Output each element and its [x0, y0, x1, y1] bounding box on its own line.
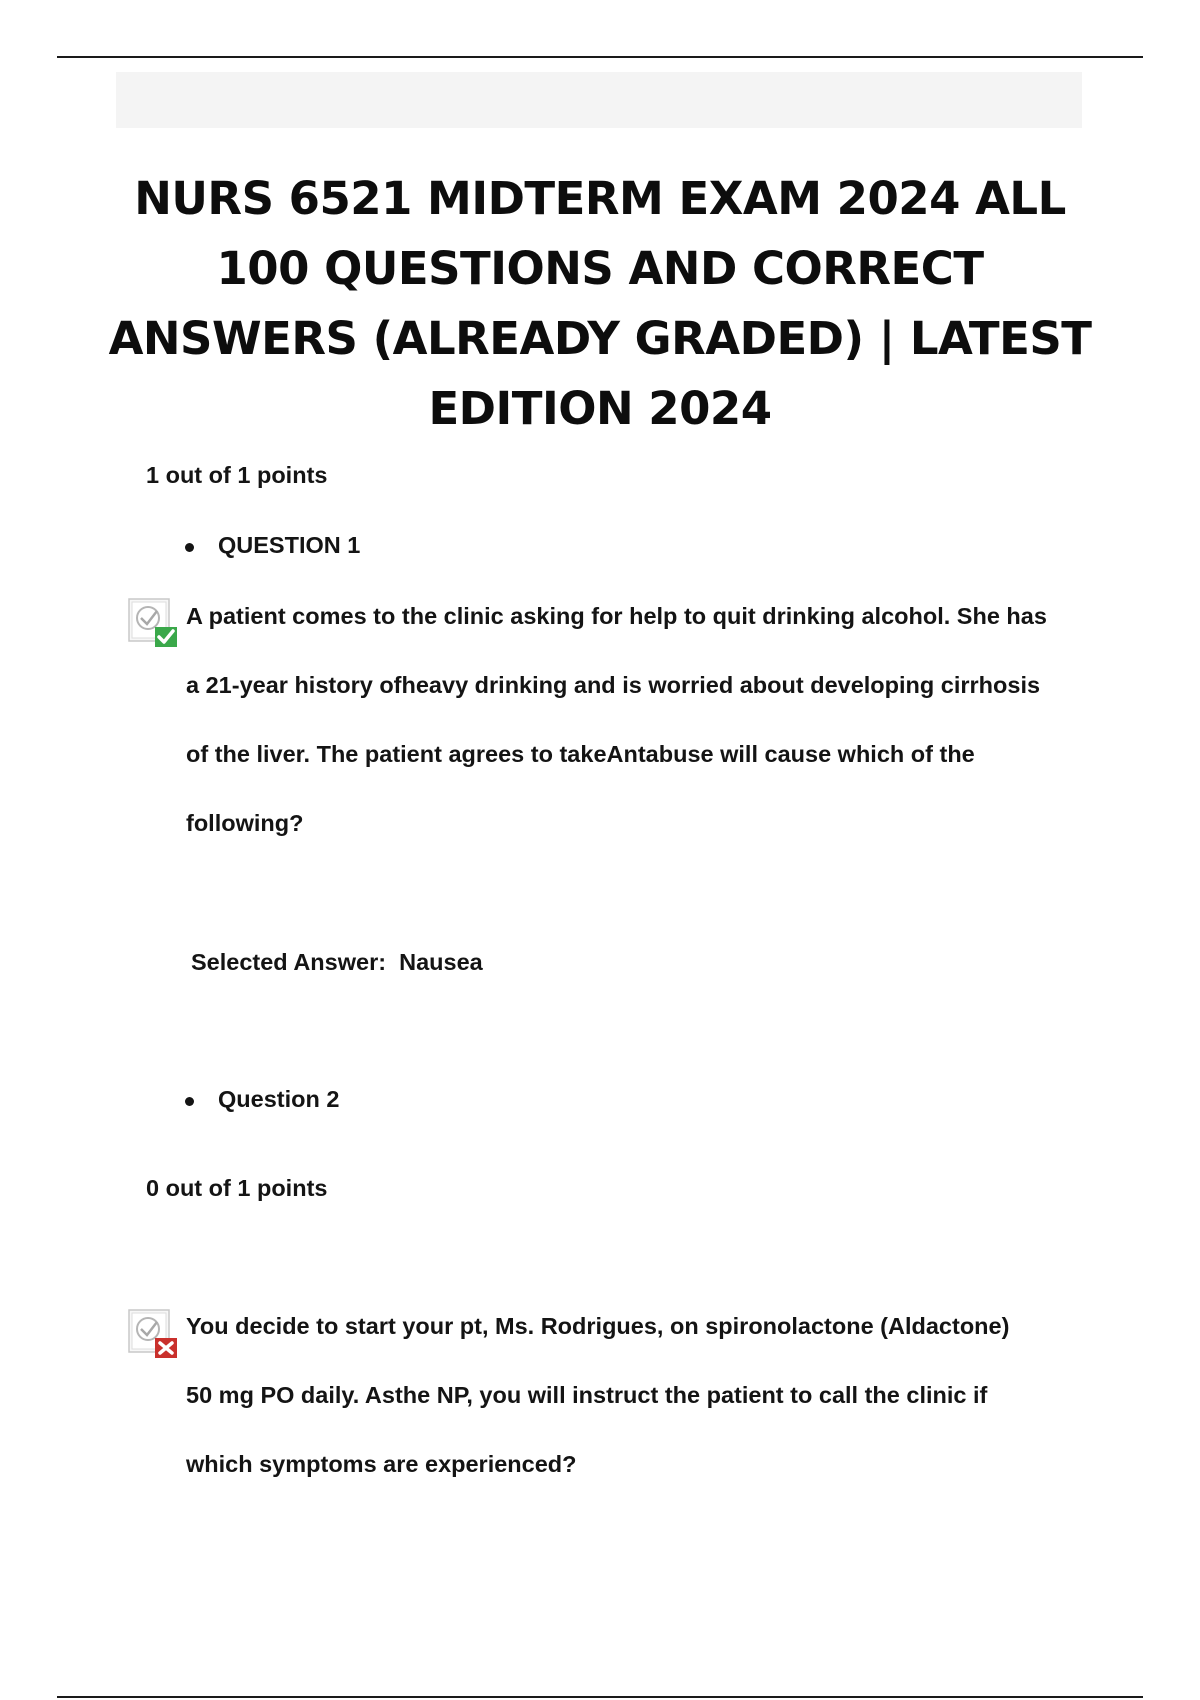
selected-answer-label: Selected Answer:	[191, 949, 387, 975]
selected-answer	[191, 949, 483, 976]
bullet-icon	[185, 1097, 194, 1106]
bullet-icon	[185, 543, 194, 552]
points-score: 0 out of 1 points	[146, 1175, 328, 1201]
question-heading: QUESTION 1	[218, 532, 361, 558]
question-heading: Question 2	[218, 1086, 340, 1112]
bottom-rule	[57, 1696, 1143, 1698]
selected-answer-value: Nausea	[399, 949, 483, 975]
question-text-line: A patient comes to the clinic asking for help to quit drinking alcohol. She has	[186, 603, 1047, 629]
correct-check-icon	[128, 597, 180, 649]
top-rule	[57, 56, 1143, 58]
title-line: 100 QUESTIONS AND CORRECT	[216, 242, 984, 295]
title-line: ANSWERS (ALREADY GRADED) | LATEST	[108, 312, 1092, 365]
incorrect-x-icon	[128, 1308, 180, 1360]
question-text-line: You decide to start your pt, Ms. Rodrigues, on spironolactone (Aldactone)	[186, 1313, 1010, 1339]
question-text-line: a 21-year history ofheavy drinking and is worried about developing cirrhosis	[186, 672, 1041, 698]
points-score: 1 out of 1 points	[146, 462, 328, 488]
header-banner	[116, 72, 1082, 128]
question-text-line: of the liver. The patient agrees to takeAntabuse will cause which of the	[186, 741, 975, 767]
question-text-line: 50 mg PO daily. Asthe NP, you will instruct the patient to call the clinic if	[186, 1382, 988, 1408]
title-line: NURS 6521 MIDTERM EXAM 2024 ALL	[134, 172, 1066, 225]
title-line: EDITION 2024	[428, 382, 772, 435]
document-title	[100, 164, 1100, 444]
question-text-line: which symptoms are experienced?	[186, 1451, 577, 1477]
question-text-line: following?	[186, 810, 304, 836]
